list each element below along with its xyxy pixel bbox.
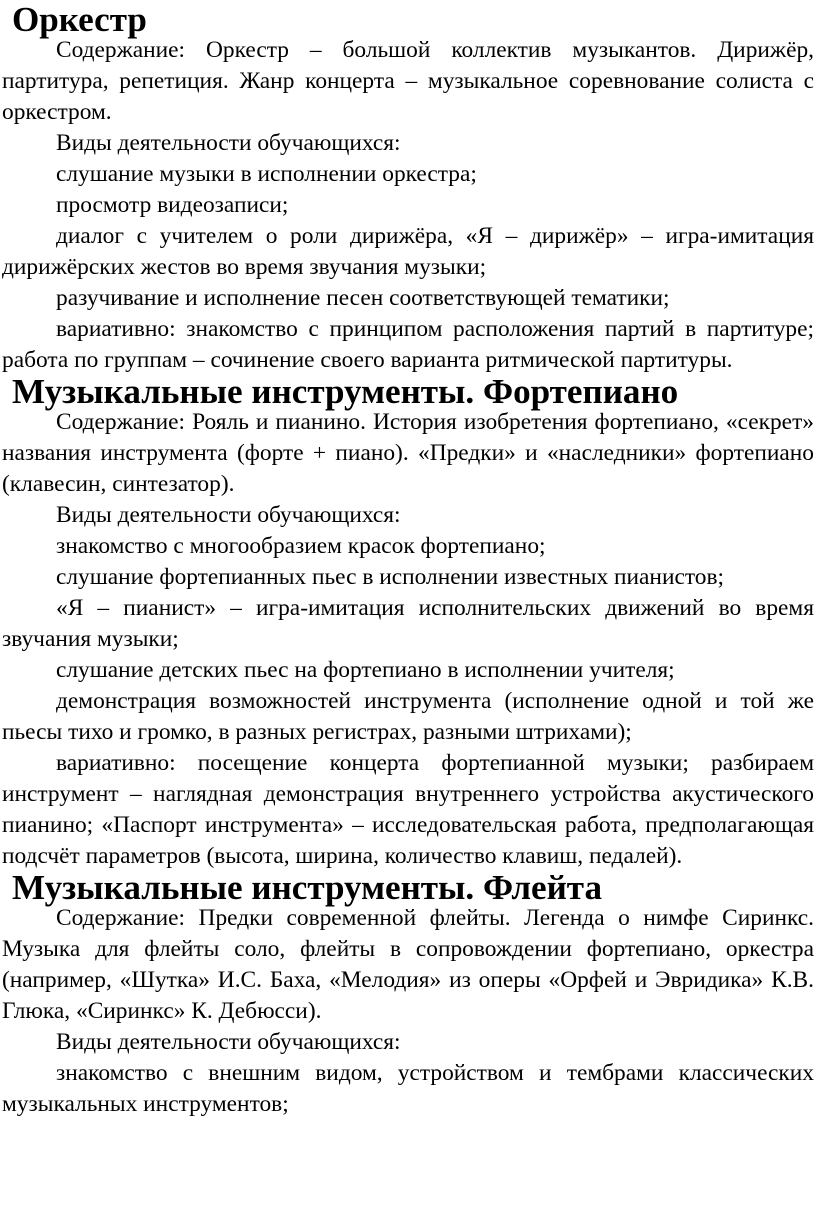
section-heading: Оркестр bbox=[12, 0, 147, 39]
paragraph: знакомство с многообразием красок фортепиано; bbox=[56, 533, 546, 559]
paragraph: вариативно: посещение концерта фортепианной музыки; разбираем инструмент – наглядная демонстрация внутреннего устройства акустического пианино; «Паспорт инструмента» – исследовательская работа, предполагающая подсчёт параметров (высота, ширина, количество клавиш, педалей). bbox=[2, 750, 814, 869]
paragraph: Содержание: Предки современной флейты. Легенда о нимфе Сиринкс. Музыка для флейты соло, флейты в сопровождении фортепиано, оркестра (например, «Шутка» И.С. Баха, «Мелодия» из оперы «Орфей и Эвридика» К.В. Глюка, «Сиринкс» К. Дебюсси). bbox=[2, 905, 814, 1024]
section-flute bbox=[2, 868, 814, 1120]
paragraph: «Я – пианист» – игра-имитация исполнительских движений во время звучания музыки; bbox=[2, 595, 814, 652]
paragraph: Содержание: Оркестр – большой коллектив музыкантов. Дирижёр, партитура, репетиция. Жанр концерта – музыкальное соревнование солиста с оркестром. bbox=[2, 37, 814, 125]
paragraph: вариативно: знакомство с принципом расположения партий в партитуре; работа по группам – сочинение своего варианта ритмической партитуры. bbox=[2, 316, 814, 373]
paragraph: знакомство с внешним видом, устройством и тембрами классических музыкальных инструментов; bbox=[2, 1060, 814, 1117]
paragraph: слушание детских пьес на фортепиано в исполнении учителя; bbox=[56, 657, 675, 683]
paragraph: Содержание: Рояль и пианино. История изобретения фортепиано, «секрет» названия инструмента (форте + пиано). «Предки» и «наследники» фортепиано (клавесин, синтезатор). bbox=[2, 409, 814, 497]
paragraph: Виды деятельности обучающихся: bbox=[56, 502, 401, 528]
paragraph: диалог с учителем о роли дирижёра, «Я – дирижёр» – игра-имитация дирижёрских жестов во время звучания музыки; bbox=[2, 223, 814, 280]
paragraph: Виды деятельности обучающихся: bbox=[56, 1029, 401, 1055]
paragraph: разучивание и исполнение песен соответствующей тематики; bbox=[56, 285, 670, 311]
section-heading: Музыкальные инструменты. Флейта bbox=[12, 868, 603, 907]
paragraph: просмотр видеозаписи; bbox=[56, 192, 289, 218]
paragraph: демонстрация возможностей инструмента (исполнение одной и той же пьесы тихо и громко, в разных регистрах, разными штрихами); bbox=[2, 688, 814, 745]
paragraph: Виды деятельности обучающихся: bbox=[56, 130, 401, 156]
paragraph: слушание музыки в исполнении оркестра; bbox=[56, 161, 477, 187]
section-heading: Музыкальные инструменты. Фортепиано bbox=[12, 372, 679, 411]
paragraph: слушание фортепианных пьес в исполнении известных пианистов; bbox=[56, 564, 725, 590]
section-orchestra bbox=[2, 0, 814, 376]
section-piano bbox=[2, 372, 814, 872]
